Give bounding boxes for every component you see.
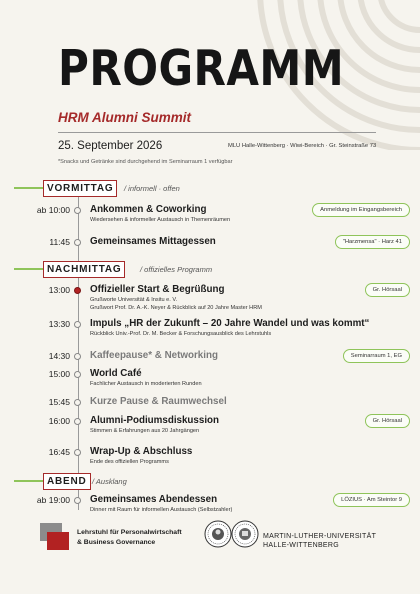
timeline-dot: [74, 239, 81, 246]
event-venue: MLU Halle-Wittenberg · Wiwi-Bereich · Gr. Steinstraße 73: [228, 143, 377, 149]
university-name: [263, 532, 376, 550]
event-description: Rückblick Univ.-Prof. Dr. M. Becker & Forschungsausblick des Lehrstuhls: [90, 331, 272, 337]
location-badge: Anmeldung im Eingangsbereich: [312, 203, 410, 217]
section-label-nachmittag: NACHMITTAG: [43, 261, 125, 278]
university-seal-icon: [231, 520, 259, 548]
header-divider: [58, 132, 376, 133]
event-date: 25. September 2026: [58, 140, 163, 152]
section-label-vormittag: VORMITTAG: [43, 180, 117, 197]
event-time: ab 10:00: [36, 205, 70, 215]
timeline-dot: [74, 399, 81, 406]
section-accent-line: [14, 268, 44, 270]
chair-name-line: & Business Governance: [77, 538, 156, 546]
event-title: Kaffeepause* & Networking: [90, 350, 218, 361]
location-badge: Gr. Hörsaal: [365, 283, 410, 297]
event-title: World Café: [90, 368, 142, 379]
event-description: Wiedersehen & informeller Austausch in Themenräumen: [90, 217, 231, 223]
event-time: ab 19:00: [36, 495, 70, 505]
section-accent-line: [14, 187, 44, 189]
location-badge: Seminarraum 1, EG: [343, 349, 410, 363]
section-sub-abend: / Ausklang: [92, 477, 127, 486]
timeline-dot: [74, 207, 81, 214]
event-description: Dinner mit Raum für informellen Austausch (Selbstzahler): [90, 507, 233, 513]
timeline-dot: [74, 321, 81, 328]
section-label-abend: ABEND: [43, 473, 91, 490]
university-name-line: HALLE-WITTENBERG: [263, 542, 339, 549]
location-badge: "Harzmensa" · Harz 41: [335, 235, 410, 249]
university-name-line: MARTIN-LUTHER-UNIVERSITÄT: [263, 533, 377, 540]
event-title: Gemeinsames Abendessen: [90, 494, 218, 505]
event-title: Gemeinsames Mittagessen: [90, 236, 216, 247]
event-description: Fachlicher Austausch in moderierten Runden: [90, 381, 202, 387]
event-title: Kurze Pause & Raumwechsel: [90, 396, 227, 407]
event-description: Grußworte Universität & Insitu e. V.: [90, 297, 178, 303]
timeline-dot: [74, 497, 81, 504]
university-seal-icon: [204, 520, 232, 548]
event-description: Grußwort Prof. Dr. A.-K. Neyer & Rückblick auf 20 Jahre Master HRM: [90, 305, 262, 311]
event-time: 13:00: [48, 285, 70, 295]
event-time: 13:30: [48, 319, 70, 329]
event-time: 16:45: [48, 447, 70, 457]
snacks-note: *Snacks und Getränke sind durchgehend im Seminarraum 1 verfügbar: [58, 159, 233, 165]
event-title: Alumni-Podiumsdiskussion: [90, 415, 220, 426]
timeline-dot: [74, 353, 81, 360]
chair-name: [77, 528, 182, 547]
event-title: Wrap-Up & Abschluss: [90, 446, 193, 457]
event-time: 14:30: [48, 351, 70, 361]
event-time: 15:45: [48, 397, 70, 407]
section-accent-line: [14, 480, 44, 482]
event-title: Ankommen & Coworking: [90, 204, 207, 215]
timeline-line: [78, 188, 79, 510]
event-subtitle: HRM Alumni Summit: [58, 110, 191, 125]
event-title: Impuls „HR der Zukunft – 20 Jahre Wandel und was kommt“: [90, 318, 370, 329]
location-badge: LÖZIUS · Am Steintor 9: [333, 493, 410, 507]
chair-name-line: Lehrstuhl für Personalwirtschaft: [77, 529, 182, 536]
event-time: 16:00: [48, 416, 70, 426]
event-description: Ende des offiziellen Programms: [90, 459, 169, 465]
event-description: Stimmen & Erfahrungen aus 20 Jahrgängen: [90, 428, 200, 434]
chair-logo-square-red: [47, 532, 69, 550]
timeline-dot: [74, 449, 81, 456]
event-time: 15:00: [48, 369, 70, 379]
timeline-dot: [74, 418, 81, 425]
timeline-dot-active: [74, 287, 81, 294]
event-title: Offizieller Start & Begrüßung: [90, 284, 225, 295]
event-time: 11:45: [49, 237, 70, 247]
section-sub-vormittag: / informell · offen: [124, 184, 180, 193]
location-badge: Gr. Hörsaal: [365, 414, 410, 428]
timeline-dot: [74, 371, 81, 378]
page-title: PROGRAMM: [58, 40, 345, 97]
section-sub-nachmittag: / offizielles Programm: [140, 265, 213, 274]
